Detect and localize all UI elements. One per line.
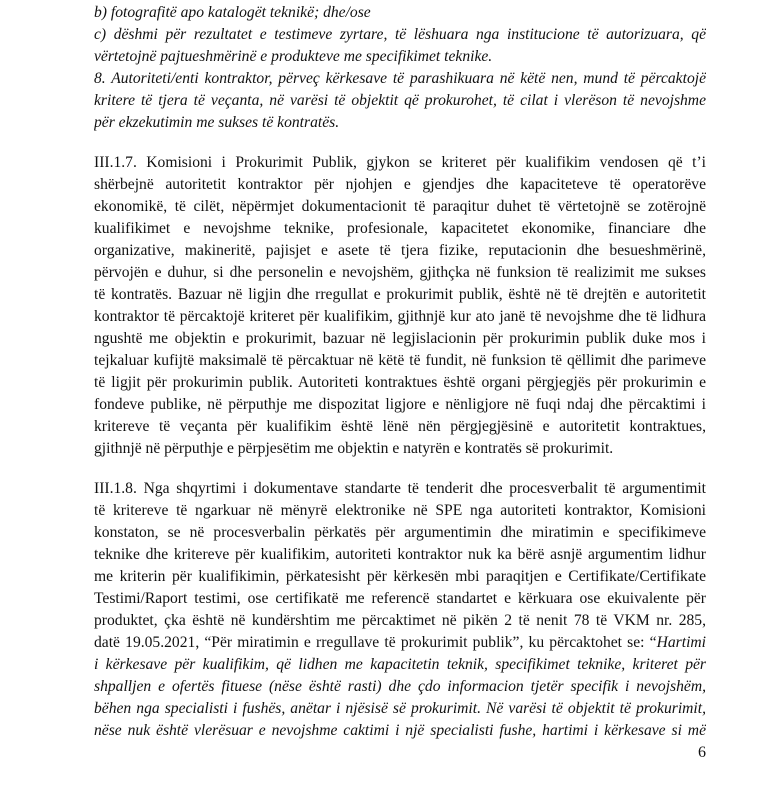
intro-line: b) fotografitë apo katalogët teknikë; dhe/ose bbox=[94, 4, 371, 21]
paragraph-line: produktet, çka është në kundërshtim me përcaktimet në pikën 2 të nenit 78 të VKM nr. 285, bbox=[94, 612, 706, 629]
paragraph-line: Testimi/Raport testimi, ose certifikatë me referencë standartet e kërkuara ose ekuivalente për bbox=[94, 590, 706, 607]
paragraph-line: të kritereve të ngarkuar në mënyrë elektronike në SPE nga autoriteti kontraktor, Komisioni bbox=[94, 502, 706, 519]
paragraph-line: të kontratës. Bazuar në ligjin dhe rregullat e prokurimit publik, është në të drejtën e autoritetit bbox=[94, 286, 706, 303]
quoted-text: Hartimi bbox=[656, 634, 706, 651]
intro-line: 8. Autoriteti/enti kontraktor, përveç kërkesave të parashikuara në këtë nen, mund të përcaktojë bbox=[94, 70, 706, 87]
paragraph-line: përvojën e duhur, si dhe personelin e nevojshëm, gjithçka në funksion të realizimit me sukses bbox=[94, 264, 706, 281]
paragraph-line: tejkaluar kufijtë maksimalë të përcaktuar në këtë të fundit, në funksion të qëllimit dhe parimeve bbox=[94, 352, 706, 369]
paragraph-text: datë 19.05.2021, “Për miratimin e rregullave të prokurimit publik”, ku përcaktohet se: “ bbox=[94, 634, 657, 651]
paragraph-line: kualifikimet e nevojshme teknike, profesionale, kapacitetet ekonomike, financiare dhe bbox=[94, 220, 706, 237]
intro-line: c) dëshmi për rezultatet e testimeve zyrtare, të lëshuara nga institucione të autorizuara, që bbox=[94, 26, 706, 43]
paragraph-line: III.1.8. Nga shqyrtimi i dokumentave standarte të tenderit dhe procesverbalit të argumentimit bbox=[94, 480, 706, 497]
paragraph-line: gjithnjë në përputhje e përpjesëtim me objektin e natyrën e kontratës së prokurimit. bbox=[94, 440, 614, 457]
paragraph-line: fondeve publike, në përputhje me dispozitat ligjore e nënligjore në fuqi ndaj dhe përcaktimi i bbox=[94, 396, 706, 413]
paragraph-line: kontraktor të përcaktojë kriteret për kualifikim, gjithnjë kur ato janë të nevojshme dhe të lidhura bbox=[94, 308, 706, 325]
quoted-line: bëhen nga specialisti i fushës, anëtar i njësisë së prokurimit. Në varësi të objektit të prokurimit, bbox=[94, 700, 706, 717]
paragraph-line: ekonomikë, të cilët, nëpërmjet dokumentacionit të paraqitur duhet të vërtetojnë se zotërojnë bbox=[94, 198, 706, 215]
paragraph-line: organizative, makineritë, pajisjet e asete të tjera fizike, reputacionin dhe besueshmërinë, bbox=[94, 242, 706, 259]
paragraph-line: konstaton, se në procesverbalin përkatës për argumentimin dhe miratimin e specifikimeve bbox=[94, 524, 706, 541]
paragraph-line: ngushtë me objektin e prokurimit, bazuar në legjislacionin për prokurimin publik duke mos i bbox=[94, 330, 706, 347]
paragraph-line: kritereve të veçanta për kualifikim është lënë nën përgjegjësinë e autoritetit kontraktues, bbox=[94, 418, 706, 435]
intro-line: vërtetojnë pajtueshmërinë e produkteve me specifikimet teknike. bbox=[94, 48, 493, 65]
intro-line: për ekzekutimin me sukses të kontratës. bbox=[94, 114, 340, 131]
paragraph-line: III.1.7. Komisioni i Prokurimit Publik, gjykon se kriteret për kualifikim vendosen që t’i bbox=[94, 154, 706, 171]
paragraph-line: të ligjit për prokurimin publik. Autoriteti kontraktues është organi përgjegjës për prokurimin e bbox=[94, 374, 706, 391]
paragraph-line: me kriterin për kualifikimin, përkatesisht për kërkesën mbi paraqitjen e Certifikate/Certifikate bbox=[94, 568, 706, 585]
paragraph-line-mixed bbox=[94, 632, 706, 654]
intro-line: kritere të tjera të veçanta, në varësi të objektit që prokurohet, të cilat i vlerëson të nevojshme bbox=[94, 92, 706, 109]
page-number: 6 bbox=[698, 744, 706, 761]
paragraph-line: teknike dhe kritereve për kualifikim, autoriteti kontraktor nuk ka bërë asnjë argumentim lidhur bbox=[94, 546, 706, 563]
paragraph-line: shërbejnë autoritetit kontraktor për njohjen e gjendjes dhe kapaciteteve të operatorëve bbox=[94, 176, 706, 193]
quoted-line: shpalljen e ofertës fituese (nëse është rasti) dhe çdo informacion tjetër specifik i nevojshëm, bbox=[94, 678, 706, 695]
quoted-line: nëse nuk është vlerësuar e nevojshme caktimi i një specialisti fushe, hartimi i kërkesave si më bbox=[94, 722, 706, 739]
quoted-line: i kërkesave për kualifikim, që lidhen me kapacitetin teknik, specifikimet teknike, kriteret për bbox=[94, 656, 706, 673]
document-page bbox=[94, 0, 706, 788]
